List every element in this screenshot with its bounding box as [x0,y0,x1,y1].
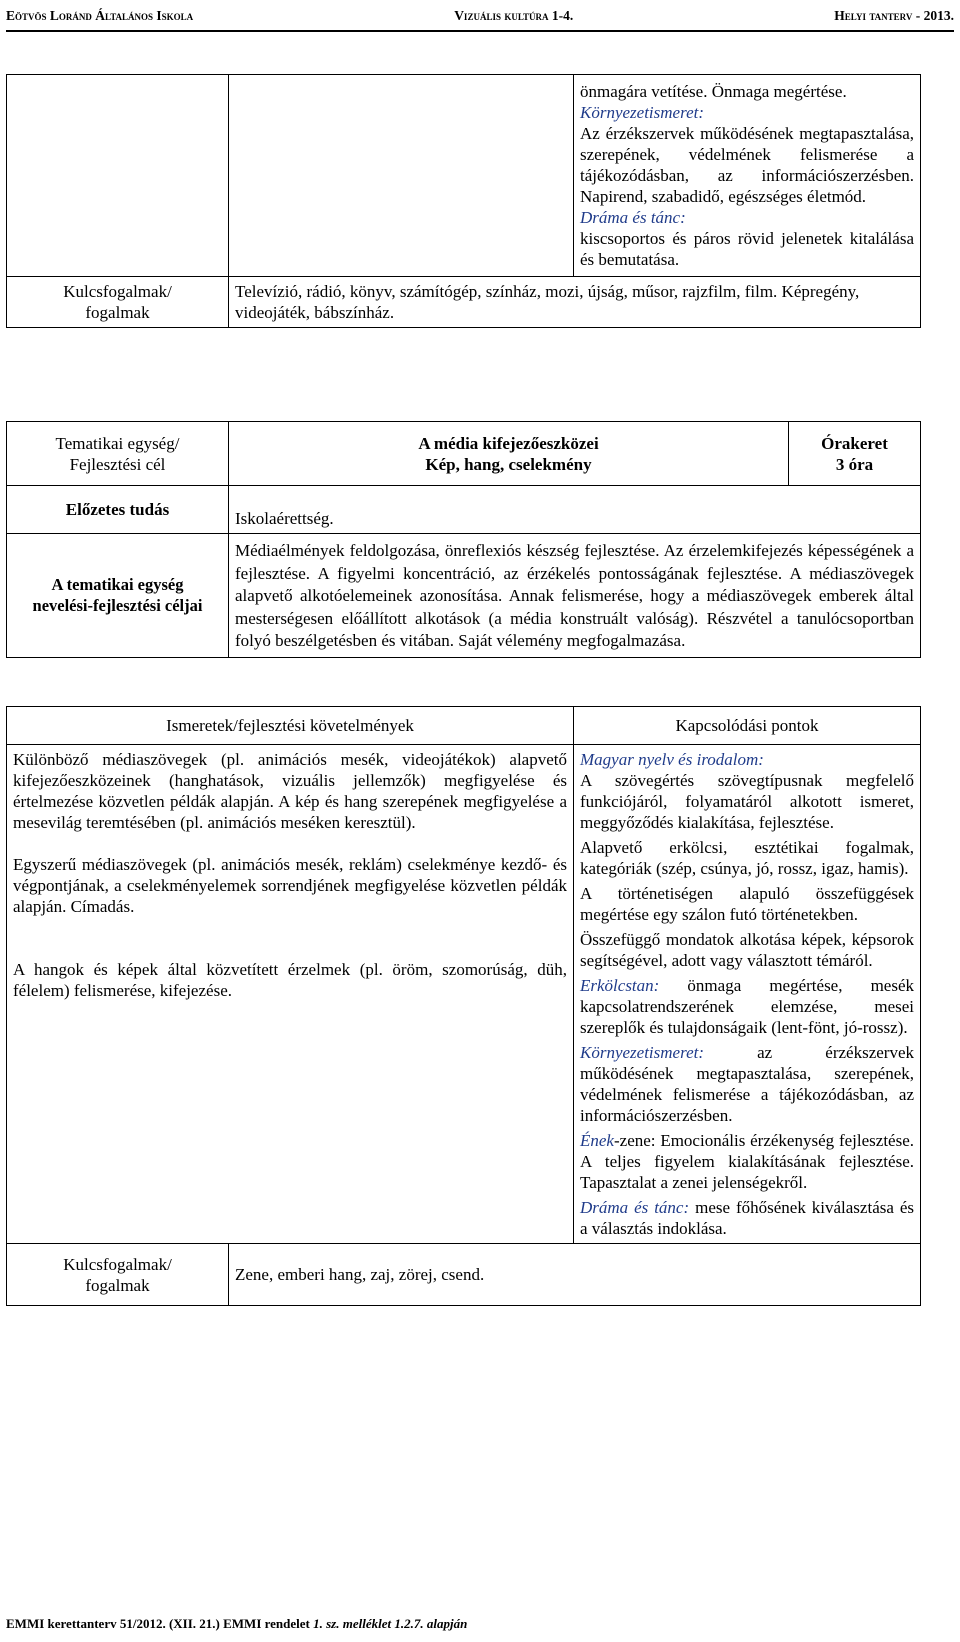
requirement-2: Egyszerű médiaszövegek (pl. animációs mesék, reklám) cselekménye kezdő- és végpontjának, a cselekményelemek sorrendjének megfigyelése közvetlen példák alapján. Címadás. [13,855,567,916]
kulcsfogalmak-label [7,277,229,328]
kulcsfogalmak-text: Televízió, rádió, könyv, számítógép, színház, mozi, újság, műsor, rajzfilm, film. Képregény, videojáték, bábszínház. [229,277,921,328]
header-divider [6,30,954,32]
enek-text: -zene: Emocionális érzékenység fejlesztése. A teljes figyelem kialakításának fejlesztése. Tapasztalat a zenei jelenségekről. [580,1131,914,1192]
school-name: Eötvös Loránd Általános Iskola [6,8,194,23]
drama3-label: Dráma és tánc: [580,1198,690,1217]
erkolcs-text: önmaga megértése, mesék kapcsolatrendszerének elemzése, mesei szereplők és tulajdonságaik (lent-fönt, jó-rossz). [580,976,914,1037]
subject-name: Vizuális kultúra 1-4. [454,8,574,23]
col1-header: Ismeretek/fejlesztési követelmények [7,707,574,745]
orakeret [789,422,921,486]
erkolcs-label: Erkölcstan: [580,976,660,995]
drama3-text: mese főhősének kiválasztása és a választás indoklása. [580,1198,915,1238]
magyar-text-3: A történetiségen alapuló összefüggések megértése egy szálon futó történetekben. [580,884,914,924]
kornyezet3-text: az érzékszervek működésének megtapasztalása, szerepének, védelmének felismerése a tájékozódásban, az információszerzésben. [580,1043,914,1125]
enek-block [580,1130,914,1193]
kornyezet3-label: Környezetismeret: [580,1043,705,1062]
celok-label [7,534,229,658]
table-requirements [6,706,921,1306]
tematikai-label-1: Tematikai egység/ [55,433,180,453]
drama-text: kiscsoportos és páros rövid jelenetek kitalálása és bemutatása. [580,229,914,269]
orakeret-label: Órakeret [821,433,888,453]
connections-cell [574,745,921,1244]
connection-line1: önmagára vetítése. Önmaga megértése. [580,82,847,101]
kulcs3-label-2: fogalmak [85,1275,150,1295]
celok-label-2: nevelési-fejlesztési céljai [32,596,203,616]
magyar-text-2: Alapvető erkölcsi, esztétikai fogalmak, kategóriák (szép, csúnya, jó, rossz, igaz, hamis). [580,838,914,878]
connection-cell [574,75,921,277]
tematikai-label-2: Fejlesztési cél [69,454,166,474]
elozetes-label: Előzetes tudás [7,486,229,534]
magyar-text-4: Összefüggő mondatok alkotása képek, képsorok segítségével, adott vagy választott témáról. [580,930,914,970]
unit-title-2: Kép, hang, cselekmény [425,454,592,474]
celok-text: Médiaélmények feldolgozása, önreflexiós készség fejlesztése. Az érzelemkifejezés képességének a fejlesztése. A figyelmi koncentráció, az érzékelés pontosságának fejlesztése. A médiaszövegek alapvető alkotóelemeinek azonosítása. Annak felismerése, hogy a médiaszövegek emberek által mesterségesen előállított alkotások (a média konstruált valóság). Részvétel a tanulócsoportban folyó beszélgetésben és vitában. Saját vélemény megfogalmazása. [229,534,921,658]
page-footer [6,1616,467,1632]
tematikai-label [7,422,229,486]
footer-text-b: 1. sz. melléklet 1.2.7. alapján [313,1616,468,1631]
kulcs-label-1: Kulcsfogalmak/ [63,282,172,301]
empty-cell-2 [229,75,574,277]
enek-label: Ének [580,1131,614,1150]
unit-title-1: A média kifejezőeszközei [418,433,599,453]
kulcs3-label-1: Kulcsfogalmak/ [63,1254,172,1274]
kornyezet-label: Környezetismeret: [580,103,705,122]
requirement-1: Különböző médiaszövegek (pl. animációs mesék, videojátékok) alapvető kifejezőeszközeinek (hanghatások, vizuális jellemzők) megfigyelése és értelmezése közvetlen példák alapján. A kép és hang szerepének megfigyelése a mesevilág teremtésében (pl. animációs meséken keresztül). [13,750,567,832]
footer-text-a: EMMI kerettanterv 51/2012. (XII. 21.) EMMI rendelet [6,1616,310,1631]
requirements-cell [7,745,574,1244]
kulcsfogalmak3-label [7,1244,229,1306]
magyar-label: Magyar nyelv és irodalom: [580,750,764,769]
celok-label-1: A tematikai egység [51,575,184,595]
orakeret-value: 3 óra [835,454,874,474]
erkolcs-block [580,975,914,1038]
empty-cell-1 [7,75,229,277]
kulcsfogalmak3-text: Zene, emberi hang, zaj, zörej, csend. [229,1244,921,1306]
drama3-block [580,1197,914,1239]
col2-header: Kapcsolódási pontok [574,707,921,745]
kornyezet-block [580,1042,914,1126]
requirement-3: A hangok és képek által közvetített érzelmek (pl. öröm, szomorúság, düh, félelem) felismerése, kifejezése. [13,960,567,1000]
kornyezet-text: Az érzékszervek működésének megtapasztalása, szerepének, védelmének felismerése a tájékozódásban, az információszerzésben. Napirend, szabadidő, egészséges életmód. [580,124,914,206]
table-continuation [6,74,921,328]
unit-title [229,422,789,486]
page-header [6,8,954,24]
drama-label: Dráma és tánc: [580,208,686,227]
kulcs-label-2: fogalmak [85,303,150,322]
table-thematic-unit [6,421,921,658]
elozetes-text: Iskolaérettség. [229,486,921,534]
curriculum-name: Helyi tanterv - 2013. [834,8,954,23]
magyar-text-1: A szövegértés szövegtípusnak megfelelő funkciójáról, folyamatáról alkotott ismeret, meggyőződés kialakítása, fejlesztése. [580,771,914,832]
